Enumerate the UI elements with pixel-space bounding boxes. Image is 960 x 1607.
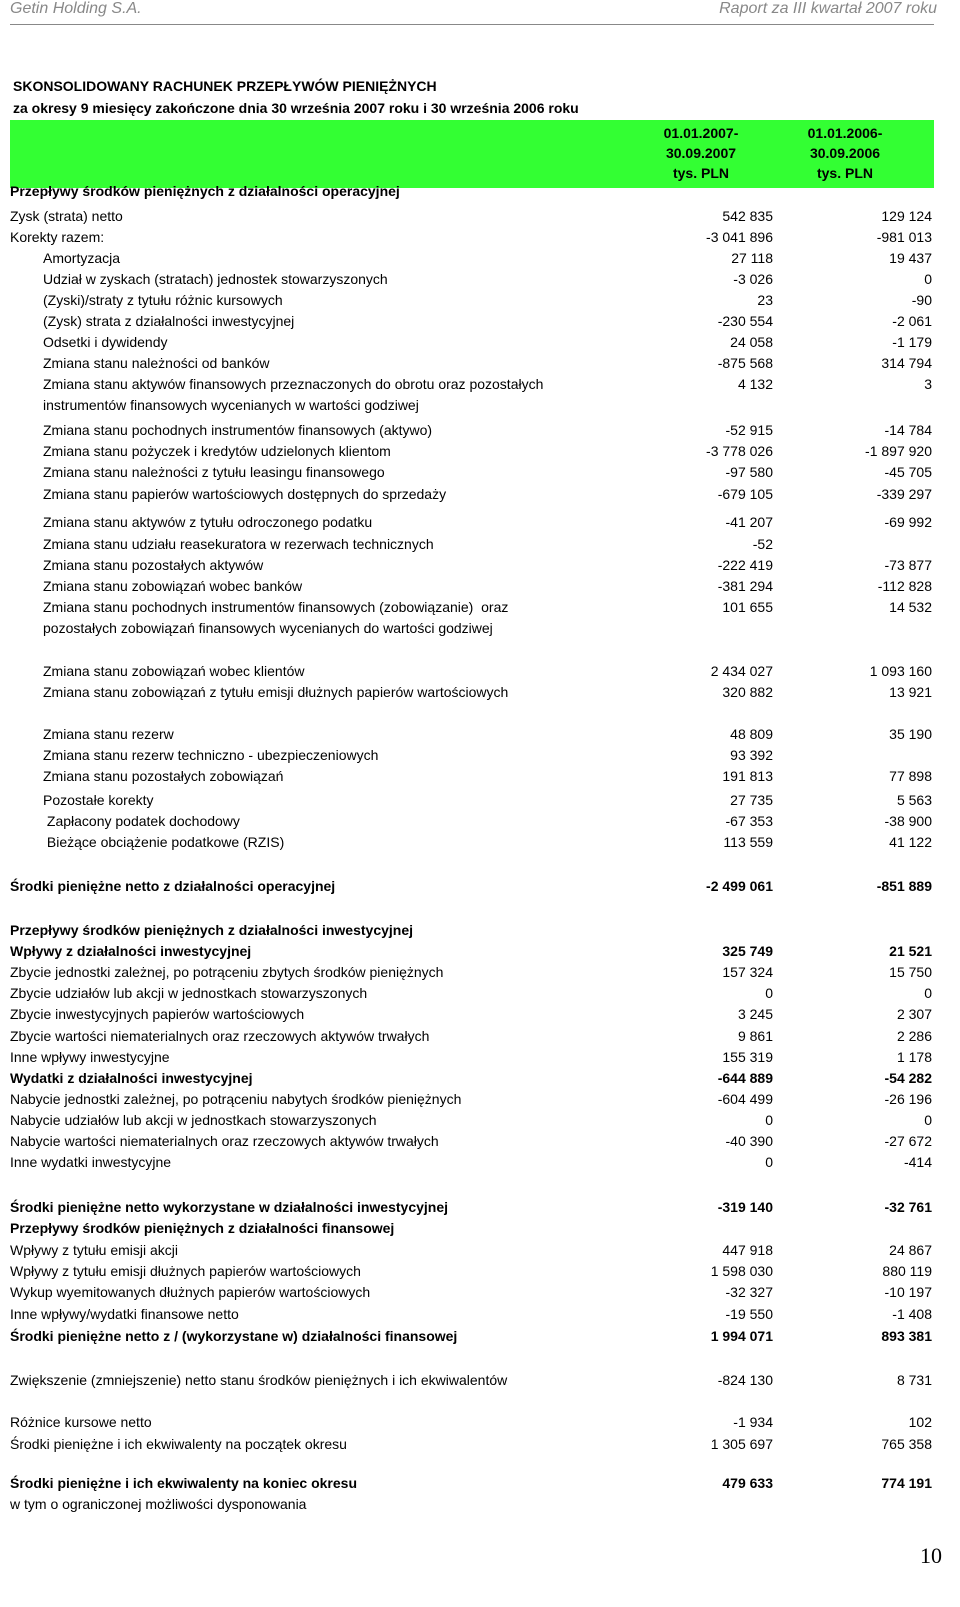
column-header-2007 (646, 123, 756, 183)
row-label: Zapłacony podatek dochodowy (43, 813, 240, 829)
value-2006: -90 (911, 292, 932, 308)
row-label: Zmiana stanu rezerw (43, 726, 174, 742)
value-2006: -69 992 (884, 514, 932, 530)
value-2007: -1 934 (733, 1414, 773, 1430)
row-label: Przepływy środków pieniężnych z działalności inwestycyjnej (10, 922, 414, 938)
value-2007: 0 (765, 1112, 773, 1128)
value-2006: 102 (908, 1414, 932, 1430)
unit-label: tys. PLN (816, 165, 873, 181)
header-divider (10, 24, 934, 25)
row-label: Zmiana stanu pochodnych instrumentów finansowych (zobowiązanie) oraz (43, 599, 509, 615)
row-label: Przepływy środków pieniężnych z działalności finansowej (10, 1220, 395, 1236)
value-2007: 48 809 (730, 726, 773, 742)
value-2007: -381 294 (717, 578, 773, 594)
value-2007: 447 918 (722, 1242, 773, 1258)
row-label: Środki pieniężne i ich ekwiwalenty na koniec okresu (10, 1475, 358, 1491)
value-2006: -981 013 (876, 229, 932, 245)
value-2006: 5 563 (896, 792, 932, 808)
value-2006: 8 731 (896, 1372, 932, 1388)
value-2007: 2 434 027 (710, 663, 773, 679)
column-header-2006 (790, 123, 900, 183)
value-2007: -41 207 (725, 514, 773, 530)
row-label: Zmiana stanu papierów wartościowych dostępnych do sprzedaży (43, 486, 447, 502)
value-2007: 24 058 (730, 334, 773, 350)
value-2007: -3 026 (733, 271, 773, 287)
value-2007: -230 554 (717, 313, 773, 329)
value-2007: -52 915 (725, 422, 773, 438)
value-2007: -679 105 (717, 486, 773, 502)
value-2006: -339 297 (876, 486, 932, 502)
row-label: Zmiana stanu pozostałych aktywów (43, 557, 264, 573)
value-2007: -40 390 (725, 1133, 773, 1149)
value-2006: 19 437 (889, 250, 932, 266)
value-2006: 2 286 (896, 1028, 932, 1044)
value-2007: -824 130 (717, 1372, 773, 1388)
value-2006: 129 124 (881, 208, 932, 224)
value-2007: 3 245 (737, 1006, 773, 1022)
company-name: Getin Holding S.A. (10, 0, 142, 17)
row-label: Środki pieniężne i ich ekwiwalenty na początek okresu (10, 1436, 347, 1452)
row-label: Odsetki i dywidendy (43, 334, 168, 350)
value-2006: -10 197 (884, 1284, 932, 1300)
value-2007: -97 580 (725, 464, 773, 480)
value-2006: -32 761 (884, 1199, 932, 1215)
row-label: (Zyski)/straty z tytułu różnic kursowych (43, 292, 283, 308)
row-label: Nabycie jednostki zależnej, po potrąceniu nabytych środków pieniężnych (10, 1091, 462, 1107)
row-label: Nabycie udziałów lub akcji w jednostkach stowarzyszonych (10, 1112, 377, 1128)
value-2007: -52 (752, 536, 773, 552)
value-2007: -32 327 (725, 1284, 773, 1300)
value-2006: -2 061 (892, 313, 932, 329)
value-2007: -222 419 (717, 557, 773, 573)
value-2006: 13 921 (889, 684, 932, 700)
row-label: Zmiana stanu zobowiązań wobec banków (43, 578, 303, 594)
value-2007: 1 598 030 (710, 1263, 773, 1279)
row-label: Bieżące obciążenie podatkowe (RZIS) (43, 834, 285, 850)
value-2006: -73 877 (884, 557, 932, 573)
value-2006: 77 898 (889, 768, 932, 784)
value-2006: 21 521 (889, 943, 932, 959)
row-label: Korekty razem: (10, 229, 105, 245)
value-2006: -414 (903, 1154, 932, 1170)
value-2007: 542 835 (722, 208, 773, 224)
row-label: Inne wpływy/wydatki finansowe netto (10, 1306, 239, 1322)
row-label: Amortyzacja (43, 250, 121, 266)
row-label: Zmiana stanu aktywów finansowych przeznaczonych do obrotu oraz pozostałych (43, 376, 544, 392)
value-2006: -54 282 (884, 1070, 932, 1086)
row-label: Wpływy z tytułu emisji dłużnych papierów wartościowych (10, 1263, 361, 1279)
value-2006: -851 889 (876, 878, 932, 894)
row-label: Inne wydatki inwestycyjne (10, 1154, 172, 1170)
period-start: 01.01.2006- (807, 125, 883, 141)
value-2006: -26 196 (884, 1091, 932, 1107)
row-label: Środki pieniężne netto z / (wykorzystane w) działalności finansowej (10, 1328, 458, 1344)
value-2006: 24 867 (889, 1242, 932, 1258)
value-2006: 0 (924, 1112, 932, 1128)
value-2007: 27 118 (731, 250, 773, 266)
row-label: Zmiana stanu pożyczek i kredytów udzielonych klientom (43, 443, 391, 459)
value-2006: -45 705 (884, 464, 932, 480)
value-2007: -644 889 (717, 1070, 773, 1086)
value-2007: -19 550 (725, 1306, 773, 1322)
value-2007: 9 861 (737, 1028, 773, 1044)
value-2007: 23 (757, 292, 773, 308)
value-2007: -319 140 (717, 1199, 773, 1215)
value-2007: -875 568 (717, 355, 773, 371)
row-label: Różnice kursowe netto (10, 1414, 152, 1430)
row-label: Zmiana stanu zobowiązań z tytułu emisji dłużnych papierów wartościowych (43, 684, 509, 700)
value-2007: 320 882 (722, 684, 773, 700)
value-2007: 157 324 (722, 964, 773, 980)
value-2006: 1 093 160 (869, 663, 932, 679)
value-2007: 325 749 (722, 943, 773, 959)
value-2007: -3 041 896 (706, 229, 773, 245)
row-label: Wykup wyemitowanych dłużnych papierów wartościowych (10, 1284, 371, 1300)
value-2006: -1 408 (892, 1306, 932, 1322)
value-2006: 893 381 (881, 1328, 932, 1344)
row-label: Zmiana stanu rezerw techniczno - ubezpieczeniowych (43, 747, 379, 763)
row-label: pozostałych zobowiązań finansowych wycenianych do wartości godziwej (43, 620, 493, 636)
value-2007: 101 655 (722, 599, 773, 615)
row-label: Wpływy z działalności inwestycyjnej (10, 943, 252, 959)
row-label: Zbycie inwestycyjnych papierów wartościowych (10, 1006, 305, 1022)
row-label: Udział w zyskach (stratach) jednostek stowarzyszonych (43, 271, 388, 287)
value-2006: 15 750 (889, 964, 932, 980)
value-2006: 314 794 (881, 355, 932, 371)
row-label: Środki pieniężne netto wykorzystane w działalności inwestycyjnej (10, 1199, 449, 1215)
period-end: 30.09.2007 (665, 145, 737, 161)
value-2006: 765 358 (881, 1436, 932, 1452)
report-name: Raport za III kwartał 2007 roku (719, 0, 937, 17)
row-label: Zbycie wartości niematerialnych oraz rzeczowych aktywów trwałych (10, 1028, 430, 1044)
value-2006: -112 828 (877, 578, 932, 594)
value-2006: 0 (924, 985, 932, 1001)
value-2007: 113 559 (723, 834, 773, 850)
row-label: Pozostałe korekty (43, 792, 154, 808)
row-label: Środki pieniężne netto z działalności operacyjnej (10, 878, 336, 894)
value-2007: -67 353 (725, 813, 773, 829)
statement-title: SKONSOLIDOWANY RACHUNEK PRZEPŁYWÓW PIENIĘŻNYCH (13, 78, 437, 94)
row-label: Zmiana stanu należności od banków (43, 355, 270, 371)
value-2007: 1 305 697 (710, 1436, 773, 1452)
row-label: Wpływy z tytułu emisji akcji (10, 1242, 179, 1258)
row-label: Zmiana stanu zobowiązań wobec klientów (43, 663, 305, 679)
value-2006: 41 122 (889, 834, 932, 850)
value-2006: -27 672 (884, 1133, 932, 1149)
value-2007: -2 499 061 (706, 878, 773, 894)
row-label: Zbycie jednostki zależnej, po potrąceniu zbytych środków pieniężnych (10, 964, 444, 980)
row-label: Zwiększenie (zmniejszenie) netto stanu środków pieniężnych i ich ekwiwalentów (10, 1372, 508, 1388)
page-number: 10 (920, 1543, 942, 1568)
row-label: Zysk (strata) netto (10, 208, 123, 224)
row-label: Zmiana stanu aktywów z tytułu odroczonego podatku (43, 514, 373, 530)
value-2006: 0 (924, 271, 932, 287)
value-2006: -38 900 (884, 813, 932, 829)
value-2006: -1 179 (892, 334, 932, 350)
value-2006: 1 178 (896, 1049, 932, 1065)
row-label: Zmiana stanu pochodnych instrumentów finansowych (aktywo) (43, 422, 433, 438)
value-2006: 774 191 (881, 1475, 932, 1491)
row-label: Zmiana stanu pozostałych zobowiązań (43, 768, 284, 784)
row-label: Przepływy środków pieniężnych z działalności operacyjnej (10, 183, 400, 199)
value-2007: 0 (765, 1154, 773, 1170)
value-2007: 1 994 071 (710, 1328, 773, 1344)
row-label: Zmiana stanu należności z tytułu leasingu finansowego (43, 464, 385, 480)
row-label: w tym o ograniczonej możliwości dysponowania (10, 1496, 307, 1512)
row-label: Zbycie udziałów lub akcji w jednostkach stowarzyszonych (10, 985, 368, 1001)
value-2006: 14 532 (889, 599, 932, 615)
value-2006: 3 (924, 376, 932, 392)
row-label: Wydatki z działalności inwestycyjnej (10, 1070, 253, 1086)
row-label: Zmiana stanu udziału reasekuratora w rezerwach technicznych (43, 536, 434, 552)
value-2007: 191 813 (722, 768, 773, 784)
value-2006: -1 897 920 (865, 443, 932, 459)
statement-subtitle: za okresy 9 miesięcy zakończone dnia 30 września 2007 roku i 30 września 2006 roku (13, 100, 579, 116)
period-start: 01.01.2007- (663, 125, 739, 141)
value-2007: 0 (765, 985, 773, 1001)
value-2006: 880 119 (882, 1263, 932, 1279)
row-label: (Zysk) strata z działalności inwestycyjnej (43, 313, 295, 329)
value-2006: -14 784 (884, 422, 932, 438)
value-2007: 27 735 (730, 792, 773, 808)
value-2007: 93 392 (730, 747, 773, 763)
value-2007: -604 499 (717, 1091, 773, 1107)
value-2007: 479 633 (722, 1475, 773, 1491)
period-end: 30.09.2006 (809, 145, 881, 161)
value-2006: 35 190 (889, 726, 932, 742)
row-label: Nabycie wartości niematerialnych oraz rzeczowych aktywów trwałych (10, 1133, 439, 1149)
unit-label: tys. PLN (672, 165, 729, 181)
row-label: Inne wpływy inwestycyjne (10, 1049, 170, 1065)
value-2007: -3 778 026 (706, 443, 773, 459)
value-2006: 2 307 (896, 1006, 932, 1022)
row-label: instrumentów finansowych wycenianych w wartości godziwej (43, 397, 419, 413)
value-2007: 155 319 (722, 1049, 773, 1065)
value-2007: 4 132 (737, 376, 773, 392)
